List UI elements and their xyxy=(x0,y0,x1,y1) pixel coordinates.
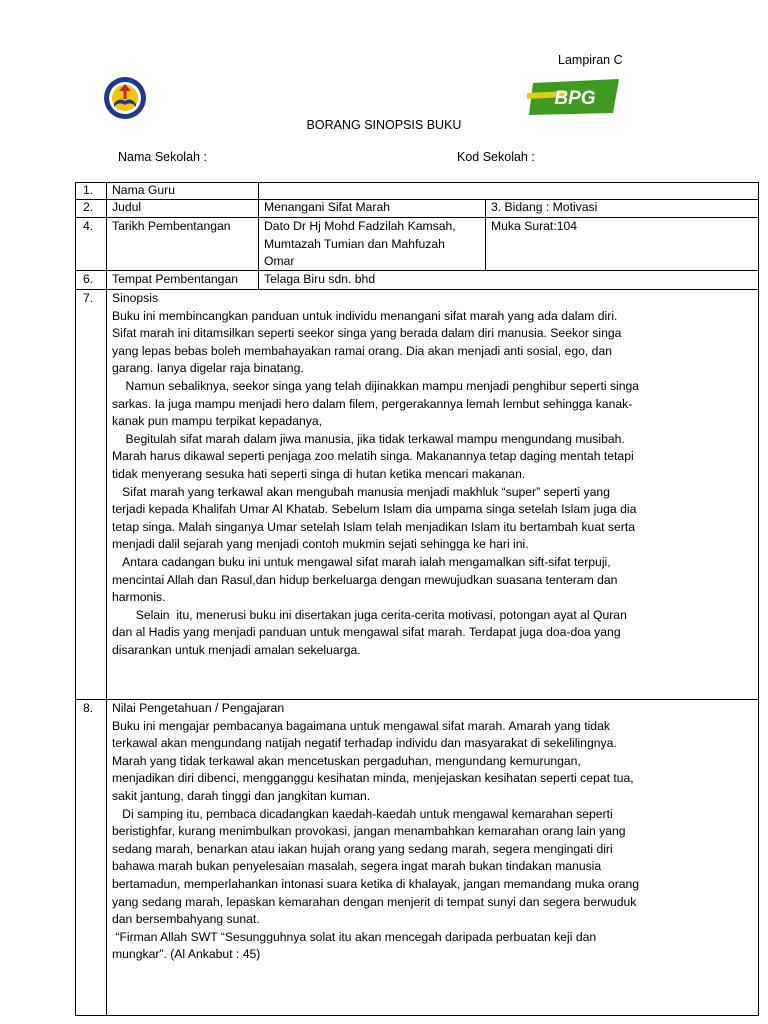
table-border-right xyxy=(758,182,759,1016)
text-line: Marah yang tidak terkawal akan mencetuskan pergaduhan, mengundang kemurungan, xyxy=(112,753,581,768)
sinopsis-body xyxy=(112,308,752,660)
text-line: Marah harus dikawal seperti penjaga zoo melatih singa. Makanannya tetap daging mentah tetapi xyxy=(112,449,634,464)
judul-label: Judul xyxy=(112,200,142,214)
text-line: terkawal akan mengundang natijah negatif terhadap individu dan masyarakat di sekelilingnya. xyxy=(112,736,617,751)
author-value xyxy=(264,218,482,271)
nilai-body xyxy=(112,718,752,964)
text-line: mungkar”. (Al Ankabut : 45) xyxy=(112,947,261,962)
text-line: Buku ini mengajar pembacanya bagaimana untuk mengawal sifat marah. Amarah yang tidak xyxy=(112,718,610,733)
row-number: 7. xyxy=(83,291,94,305)
bpg-logo-icon xyxy=(527,77,623,117)
table-column-rule xyxy=(106,182,107,1016)
nama-guru-value xyxy=(264,182,754,199)
kpm-crest-icon xyxy=(102,75,148,121)
form-title: BORANG SINOPSIS BUKU xyxy=(306,118,462,132)
tempat-pembentangan-value: Telaga Biru sdn. bhd xyxy=(264,272,376,286)
author-line: Mumtazah Tumian dan Mahfuzah xyxy=(264,236,445,251)
table-column-rule xyxy=(258,182,259,290)
kod-sekolah-label: Kod Sekolah : xyxy=(457,150,535,164)
text-line: dan bersembahyang sunat. xyxy=(112,912,260,927)
text-line: menjadi dalil sejarah yang menjadi contoh mukmin sejati sehingga ke hari ini. xyxy=(112,537,529,552)
text-line: tetap singa. Malah singanya Umar setelah Islam telah menjadikan Islam itu bertambah kuat serta xyxy=(112,519,635,534)
text-line: “Firman Allah SWT “Sesungguhnya solat itu akan mencegah daripada perbuatan keji dan xyxy=(112,929,597,944)
lampiran-label: Lampiran C xyxy=(558,53,623,67)
sinopsis-section xyxy=(112,290,752,659)
row-number: 2. xyxy=(83,200,94,214)
text-line: bertamadun, memperlahankan intonasi suara ketika di khalayak, jangan memandang muka orang xyxy=(112,876,640,891)
nama-sekolah-label: Nama Sekolah : xyxy=(118,150,207,164)
table-column-rule xyxy=(485,199,486,271)
text-line: Di samping itu, pembaca dicadangkan kaedah-kaedah untuk mengawal kemarahan seperti xyxy=(112,806,613,821)
text-line: terjadi kepada Khalifah Umar Al Khatab. Sebelum Islam dia umpama singa setelah Islam juga dia xyxy=(112,502,637,517)
text-line: mencintai Allah dan Rasul,dan hidup berkeluarga dengan mewujudkan suasana tenteram dan xyxy=(112,572,618,587)
text-line: harmonis. xyxy=(112,590,166,605)
table-rule xyxy=(75,199,759,200)
tempat-pembentangan-label: Tempat Pembentangan xyxy=(112,272,239,286)
text-line: kanak pun mampu terpikat kepadanya, xyxy=(112,414,323,429)
row-number: 8. xyxy=(83,701,94,715)
text-line: dan al Hadis yang menjadi panduan untuk mengawal sifat marah. Terdapat juga doa-doa yang xyxy=(112,625,621,640)
text-line: beristighfar, kurang menimbulkan provokasi, jangan menambahkan kemarahan orang lain yang xyxy=(112,824,626,839)
text-line: Buku ini membincangkan panduan untuk individu menangani sifat marah yang ada dalam diri. xyxy=(112,308,618,323)
bpg-logo-text: BPG xyxy=(554,88,596,109)
nilai-pengetahuan-section xyxy=(112,700,752,964)
text-line: Namun sebaliknya, seekor singa yang telah dijinakkan mampu menjadi penghibur seperti singa xyxy=(112,378,640,393)
text-line: Begitulah sifat marah dalam jiwa manusia, jika tidak terkawal mampu mengundang musibah. xyxy=(112,431,625,446)
text-line: disarankan untuk menjadi amalan sekeluarga. xyxy=(112,642,361,657)
text-line: Antara cadangan buku ini untuk mengawal sifat marah ialah mengamalkan sift-sifat terpuji, xyxy=(112,554,611,569)
text-line: tidak menyerang sesuka hati seperti singa di hutan ketika mencari makanan. xyxy=(112,466,526,481)
author-line: Omar xyxy=(264,254,295,269)
text-line: sarkas. Ia juga mampu menjadi hero dalam filem, pergerakannya lemah lembut sehingga kanak- xyxy=(112,396,633,411)
text-line: garang. Ianya digelar raja binatang. xyxy=(112,361,304,376)
judul-value: Menangani Sifat Marah xyxy=(264,200,391,214)
text-line: sedang marah, benarkan atau iakan hujah orang yang sedang marah, segera mengingati diri xyxy=(112,841,613,856)
text-line: yang lepas bebas boleh membahayakan ramai orang. Dia akan menjadi anti sosial, ego, dan xyxy=(112,343,613,358)
tarikh-pembentangan-label: Tarikh Pembentangan xyxy=(112,219,231,233)
nama-guru-label: Nama Guru xyxy=(112,183,175,197)
row-number: 6. xyxy=(83,272,94,286)
row-number: 4. xyxy=(83,219,94,233)
author-line: Dato Dr Hj Mohd Fadzilah Kamsah, xyxy=(264,219,456,233)
text-line: Selain itu, menerusi buku ini disertakan juga cerita-cerita motivasi, potongan ayat al Quran xyxy=(112,607,627,622)
text-line: Sifat marah yang terkawal akan mengubah manusia menjadi makhluk “super” seperti yang xyxy=(112,484,610,499)
muka-surat-value: Muka Surat:104 xyxy=(491,219,578,233)
table-border-bottom xyxy=(75,1015,759,1016)
text-line: bahawa marah bukan penyelesaian masalah, segera ingat marah bukan tindakan manusia xyxy=(112,859,602,874)
synopsis-form-table xyxy=(75,182,759,1016)
sinopsis-heading: Sinopsis xyxy=(112,291,159,305)
text-line: menjadikan diri dibenci, mengganggu kesihatan minda, menjejaskan kesihatan seperti cepat tua, xyxy=(112,771,634,786)
text-line: yang sedang marah, lepaskan kemarahan dengan menjerit di tempat sunyi dan segera berwuduk xyxy=(112,894,637,909)
nilai-heading: Nilai Pengetahuan / Pengajaran xyxy=(112,701,285,715)
row-number: 1. xyxy=(83,183,94,197)
text-line: Sifat marah ini ditamsilkan seperti seekor singa yang berada dalam diri manusia. Seekor singa xyxy=(112,326,622,341)
table-border-left xyxy=(75,182,76,1016)
bidang-value: 3. Bidang : Motivasi xyxy=(491,200,598,214)
text-line: sakit jantung, darah tinggi dan jangkitan kuman. xyxy=(112,788,371,803)
